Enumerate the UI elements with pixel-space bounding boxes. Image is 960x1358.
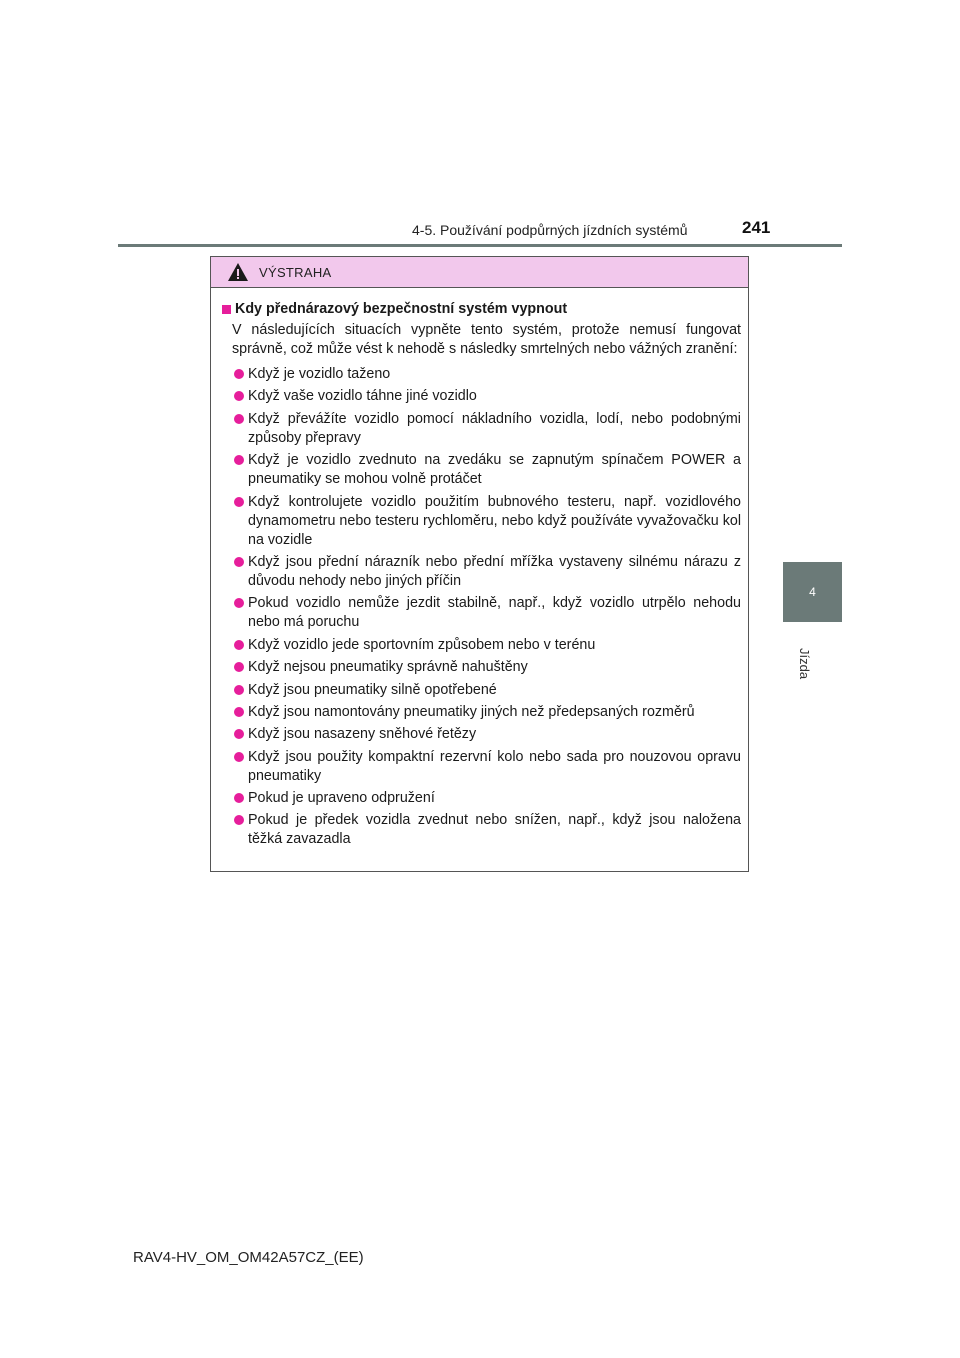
header-rule xyxy=(118,244,842,247)
list-item-text: Když jsou přední nárazník nebo přední mřížka vystaveny silnému nárazu z důvodu nehody nebo jiných příčin xyxy=(248,553,741,589)
chapter-label: Jízda xyxy=(797,648,812,680)
list-item xyxy=(222,703,741,722)
list-item xyxy=(222,553,741,591)
round-bullet-icon xyxy=(234,640,244,650)
page-number: 241 xyxy=(742,218,771,237)
list-item-text: Když jsou nasazeny sněhové řetězy xyxy=(248,726,477,743)
warning-heading-text: Kdy přednárazový bezpečnostní systém vypnout xyxy=(235,301,568,317)
list-item xyxy=(222,748,741,786)
warning-title: VÝSTRAHA xyxy=(259,264,332,280)
round-bullet-icon xyxy=(234,707,244,717)
round-bullet-icon xyxy=(234,497,244,507)
list-item xyxy=(222,725,741,744)
list-item xyxy=(222,789,741,808)
warning-list xyxy=(222,365,741,849)
list-item-text: Když převážíte vozidlo pomocí nákladního vozidla, lodí, nebo podobnými způsoby přepravy xyxy=(248,410,741,446)
list-item-text: Když je vozidlo taženo xyxy=(248,366,391,382)
round-bullet-icon xyxy=(234,685,244,695)
list-item-text: Když vaše vozidlo táhne jiné vozidlo xyxy=(248,388,477,405)
list-item-text: Když kontrolujete vozidlo použitím bubnového testeru, např. vozidlového dynamometru nebo testeru rychloměru, nebo když používáte vyvažovačku kol na vozidle xyxy=(248,493,741,548)
list-item-text: Pokud vozidlo nemůže jezdit stabilně, např., když vozidlo utrpělo nehodu nebo má poruchu xyxy=(248,595,741,631)
warning-box xyxy=(210,256,749,872)
round-bullet-icon xyxy=(234,455,244,465)
round-bullet-icon xyxy=(234,752,244,762)
list-item-text: Když jsou použity kompaktní rezervní kolo nebo sada pro nouzovou opravu pneumatiky xyxy=(248,748,741,784)
round-bullet-icon xyxy=(234,414,244,424)
list-item xyxy=(222,681,741,700)
round-bullet-icon xyxy=(234,815,244,825)
list-item xyxy=(222,410,741,448)
list-item-text: Pokud je předek vozidla zvednut nebo snížen, např., když jsou naložena těžká zavazadla xyxy=(248,812,741,848)
warning-triangle-icon xyxy=(227,262,249,282)
list-item-text: Pokud je upraveno odpružení xyxy=(248,790,435,807)
list-item-text: Když jsou pneumatiky silně opotřebené xyxy=(248,681,497,698)
square-bullet-icon xyxy=(222,305,231,314)
warning-header xyxy=(211,257,748,288)
round-bullet-icon xyxy=(234,662,244,672)
list-item-text: Když nejsou pneumatiky správně nahuštěny xyxy=(248,659,528,676)
round-bullet-icon xyxy=(234,369,244,379)
footer-code: RAV4-HV_OM_OM42A57CZ_(EE) xyxy=(133,1249,364,1266)
round-bullet-icon xyxy=(234,729,244,739)
list-item-text: Když vozidlo jede sportovním způsobem nebo v terénu xyxy=(248,636,596,653)
list-item xyxy=(222,365,741,384)
list-item xyxy=(222,451,741,489)
list-item xyxy=(222,594,741,632)
list-item-text: Když jsou namontovány pneumatiky jiných než předepsaných rozměrů xyxy=(248,703,695,720)
list-item xyxy=(222,493,741,550)
section-title: 4-5. Používání podpůrných jízdních systémů xyxy=(412,222,688,238)
round-bullet-icon xyxy=(234,598,244,608)
chapter-tab[interactable]: 4 xyxy=(783,562,842,622)
warning-heading xyxy=(222,300,741,319)
list-item xyxy=(222,658,741,677)
round-bullet-icon xyxy=(234,793,244,803)
warning-intro: V následujících situacích vypněte tento systém, protože nemusí fungovat správně, což může vést k nehodě s následky smrtelných nebo vážných zranění: xyxy=(232,322,741,357)
round-bullet-icon xyxy=(234,391,244,401)
list-item xyxy=(222,387,741,406)
round-bullet-icon xyxy=(234,557,244,567)
list-item xyxy=(222,811,741,849)
list-item-text: Když je vozidlo zvednuto na zvedáku se zapnutým spínačem POWER a pneumatiky se mohou volně protáčet xyxy=(248,452,741,488)
list-item xyxy=(222,636,741,655)
warning-body xyxy=(211,288,748,849)
